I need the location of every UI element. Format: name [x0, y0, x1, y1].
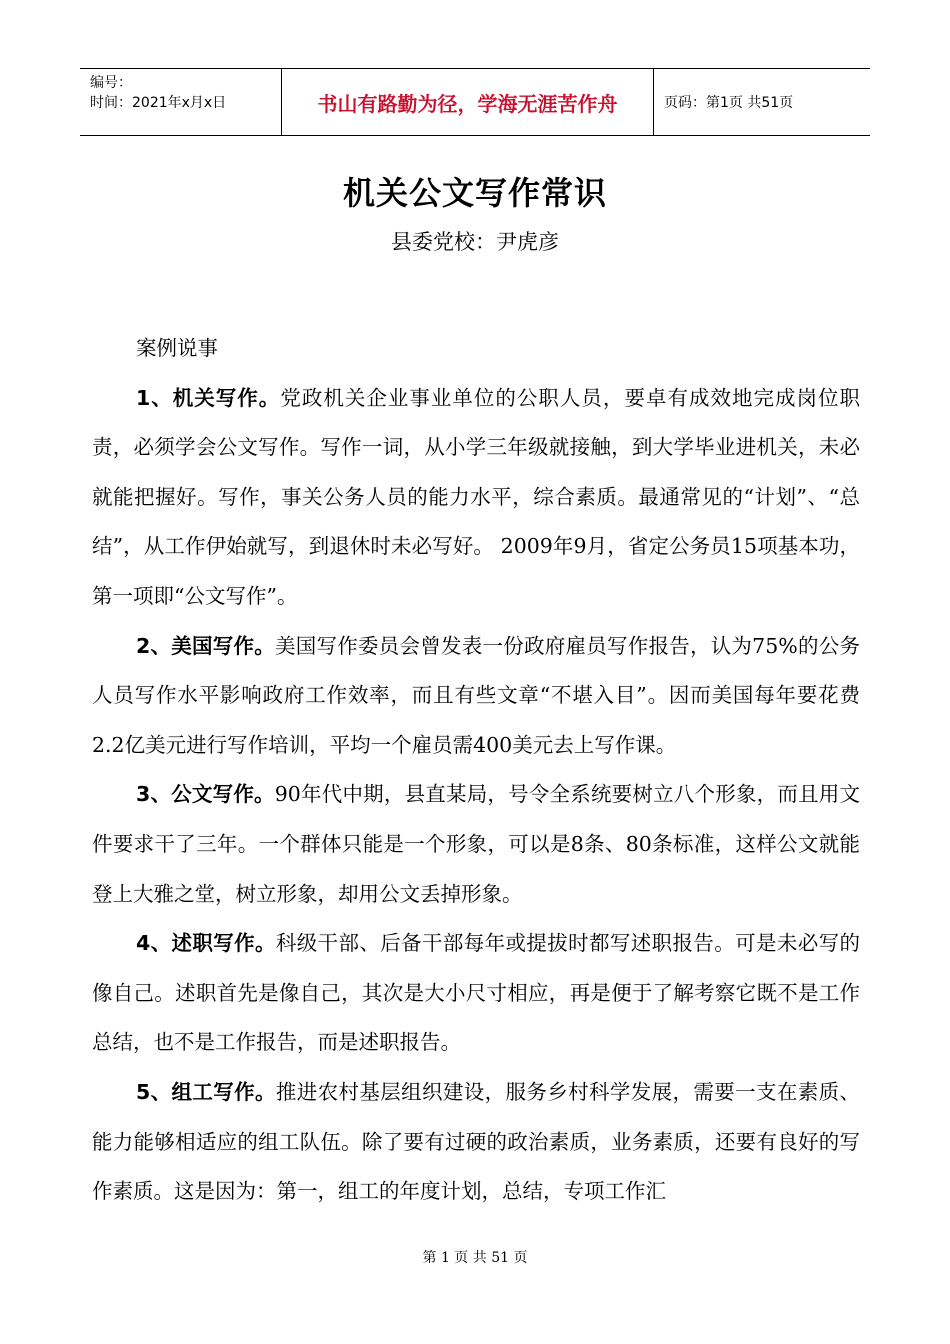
paragraph-text: 党政机关企业事业单位的公职人员，要卓有成效地完成岗位职责，必须学会公文写作。写作一词，从小学三年级就接触，到大学毕业进机关，未必就能把握好。写作，事关公务人员的能力水平，综合素质。最通常见的“计划”、“总结”，从工作伊始就写，到退休时未必写好。 2009年9月，省定公务员15项基本功，第一项即“公文写作”。 [92, 385, 861, 608]
paragraph-4 [92, 919, 860, 1068]
paragraph-1 [92, 374, 860, 622]
paragraph-5 [92, 1068, 860, 1217]
header-page-info: 页码：第1页 共51页 [664, 95, 794, 111]
header-meta [80, 69, 282, 135]
page-footer: 第 1 页 共 51 页 [422, 1250, 528, 1266]
header-motto: 书山有路勤为径，学海无涯苦作舟 [282, 69, 654, 135]
document-author: 县委党校：尹虎彦 [391, 230, 559, 254]
time-label: 时间：2021年x月x日 [90, 95, 227, 111]
number-label: 编号： [90, 75, 132, 91]
paragraph-text: 科级干部、后备干部每年或提拔时都写述职报告。可是未必写的像自己。述职首先是像自己，其次是大小尺寸相应，再是便于了解考察它既不是工作总结，也不是工作报告，而是述职报告。 [92, 931, 861, 1055]
paragraph-text: 90年代中期，县直某局，号令全系统要树立八个形象，而且用文件要求干了三年。一个群体只能是一个形象，可以是8条、80条标准，这样公文就能登上大雅之堂，树立形象，却用公文丢掉形象。 [92, 782, 860, 906]
paragraph-lead: 2、美国写作。 [136, 633, 275, 658]
paragraph-lead: 4、述职写作。 [136, 931, 276, 956]
paragraph-lead: 3、公文写作。 [136, 782, 275, 807]
page-header [80, 68, 870, 136]
document-title: 机关公文写作常识 [342, 174, 607, 212]
paragraph-text: 推进农村基层组织建设，服务乡村科学发展，需要一支在素质、能力能够相适应的组工队伍。除了要有过硬的政治素质，业务素质，还要有良好的写作素质。这是因为：第一，组工的年度计划，总结，专项工作汇 [92, 1079, 861, 1204]
paragraph-2 [92, 622, 860, 771]
document-body [92, 324, 860, 1217]
paragraph-3 [92, 770, 860, 919]
paragraph-lead: 1、机关写作。 [136, 385, 281, 410]
section-label: 案例说事 [136, 336, 218, 360]
paragraph-text: 美国写作委员会曾发表一份政府雇员写作报告，认为75%的公务人员写作水平影响政府工作效率，而且有些文章“不堪入目”。因而美国每年要花费2.2亿美元进行写作培训，平均一个雇员需400美元去上写作课。 [92, 633, 860, 757]
paragraph-lead: 5、组工写作。 [136, 1079, 276, 1104]
